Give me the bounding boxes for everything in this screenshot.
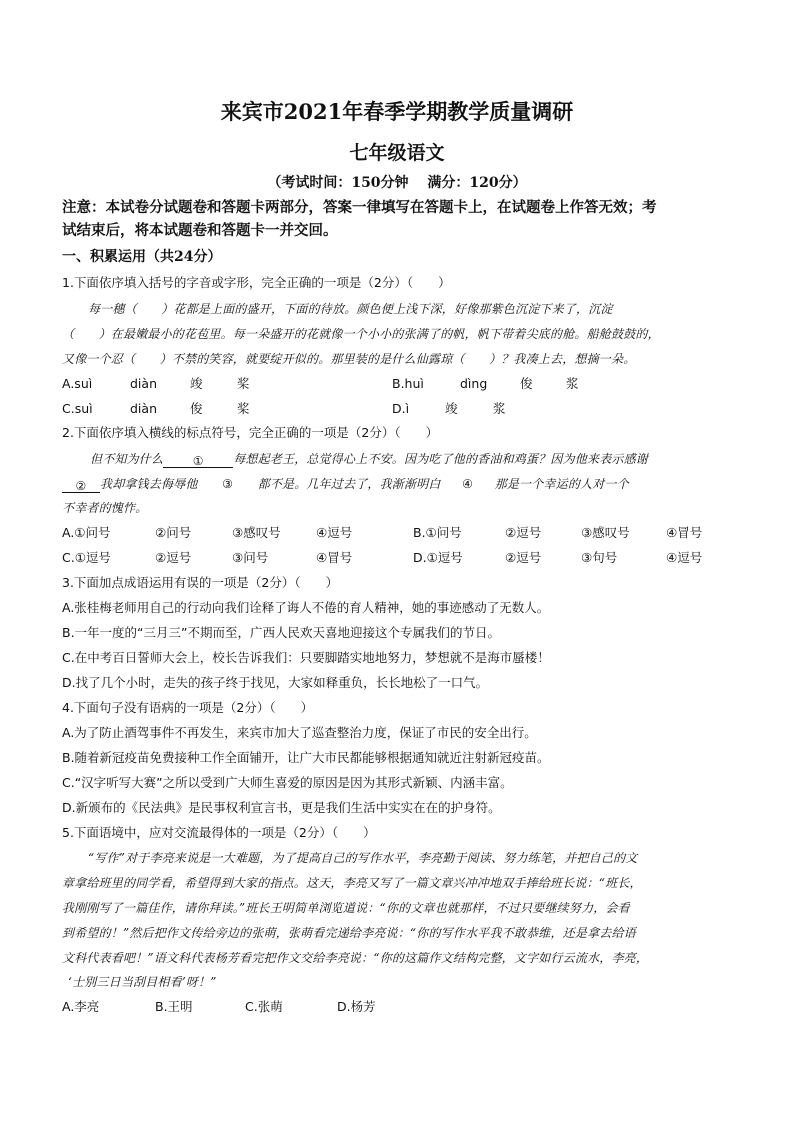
q3-stem: 3.下面加点成语运用有误的一项是（2分）（ ） (62, 575, 339, 590)
q5-passage-line: 我刚刚写了一篇佳作，请你拜读。”班长王明简单浏览道说：“你的文章也就那样，不过只要继续努力，会看 (62, 901, 630, 915)
exam-info: （考试时间：150分钟 满分：120分） (267, 175, 527, 191)
q2-passage-line-1 (90, 450, 648, 468)
q1-option-text: 桨 (237, 376, 250, 391)
q2-passage-text: 我却拿钱去侮辱他 (100, 477, 198, 491)
q1-option-text: 浆 (566, 376, 579, 391)
q2-option-text: ②问号 (155, 525, 192, 540)
q5-option-a: A.李亮 (62, 999, 100, 1014)
q2-option-text: ④逗号 (666, 550, 703, 565)
q5-passage-line: 文科代表看吧！”语文科代表杨芳看完把作文交给李亮说：“你的这篇作文结构完整，文字如行云流水，李亮， (62, 951, 649, 965)
q2-passage-line-3: 不幸者的愧怍。 (62, 501, 148, 515)
q1-option-text: 俊 (190, 401, 203, 416)
q2-passage-text: 每想起老王，总觉得心上不安。因为吃了他的香油和鸡蛋？因为他来表示感谢 (233, 452, 649, 466)
q2-option-text: ④逗号 (316, 525, 353, 540)
q4-option-d: D.新颁布的《民法典》是民事权利宣言书，更是我们生活中实实在在的护身符。 (62, 800, 501, 815)
q2-option-text: ②逗号 (505, 550, 542, 565)
q1-option-text: diàn (130, 401, 157, 416)
q1-stem: 1.下面依序填入括号的字音或字形，完全正确的一项是（2分）（ ） (62, 275, 451, 290)
q4-stem: 4.下面句子没有语病的一项是（2分）（ ） (62, 700, 314, 715)
q3-option-a: A.张桂梅老师用自己的行动向我们诠释了诲人不倦的育人精神，她的事迹感动了无数人。 (62, 600, 550, 615)
q3-option-c: C.在中考百日誓师大会上，校长告诉我们：只要脚踏实地地努力，梦想就不是海市蜃楼！ (62, 650, 550, 665)
q2-option-text: ③问号 (232, 550, 269, 565)
q2-option-text: ②逗号 (155, 550, 192, 565)
q3-option-b: B.一年一度的“三月三”不期而至，广西人民欢天喜地迎接这个专属我们的节日。 (62, 625, 501, 640)
q2-option-text: ③感叹号 (232, 525, 281, 540)
exam-title: 来宾市2021年春季学期教学质量调研 (220, 99, 574, 124)
q1-option-text: 竣 (445, 401, 458, 416)
q1-option-text: 竣 (190, 376, 203, 391)
q2-blank-2: ② (62, 477, 100, 493)
q2-option-text: ③句号 (581, 550, 618, 565)
q1-passage-line: 每一穗（ ）花都是上面的盛开，下面的待放。颜色便上浅下深，好像那紫色沉淀下来了，沉淀 (88, 302, 613, 316)
q2-option-text: ②逗号 (505, 525, 542, 540)
q3-option-d: D.找了几个小时，走失的孩子终于找见，大家如释重负，长长地松了一口气。 (62, 675, 489, 690)
q1-option-text: 俊 (520, 376, 533, 391)
q2-option-text: ④冒号 (316, 550, 353, 565)
exam-subtitle: 七年级语文 (349, 142, 445, 164)
q2-option-text: ③感叹号 (581, 525, 630, 540)
q2-passage-line-2 (62, 475, 629, 493)
q2-option-c: C.①逗号 (62, 550, 111, 565)
q1-option-d: D.ì (392, 401, 410, 416)
q2-passage-text: 都不是。几年过去了，我渐渐明白 (257, 477, 441, 491)
q5-passage-line: ‘士别三日当刮目相看’呀！” (68, 975, 217, 989)
q4-option-b: B.随着新冠疫苗免费接种工作全面铺开，让广大市民都能够根据通知就近注射新冠疫苗。 (62, 750, 550, 765)
q1-option-text: dìng (460, 376, 488, 391)
q1-passage-line: （ ）在最嫩最小的花苞里。每一朵盛开的花就像一个小小的张满了的帆，帆下带着尖底的舱。船舱鼓鼓的， (62, 327, 660, 341)
section-title: 一、积累运用（共24分） (62, 249, 222, 265)
q2-option-text: ④冒号 (666, 525, 703, 540)
q2-option-d: D.①逗号 (413, 550, 463, 565)
q2-passage-text: 但不知为什么 (90, 452, 164, 466)
q2-passage-text: 那是一个幸运的人对一个 (494, 477, 629, 491)
q2-blank-1: ① (163, 452, 233, 468)
notice-line-1: 注意：本试卷分试题卷和答题卡两部分，答案一律填写在答题卡上，在试题卷上作答无效；考 (62, 199, 657, 216)
q5-option-c: C.张萌 (245, 999, 283, 1014)
notice-line-2: 试结束后，将本试题卷和答题卡一并交回。 (62, 222, 338, 239)
q4-option-c: C.“汉字听写大赛”之所以受到广大师生喜爱的原因是因为其形式新颖、内涵丰富。 (62, 775, 513, 790)
q4-option-a: A.为了防止酒驾事件不再发生，来宾市加大了巡查整治力度，保证了市民的安全出行。 (62, 725, 537, 740)
q1-option-text: 桨 (237, 401, 250, 416)
q5-passage-line: “写作”对于李亮来说是一大难题，为了提高自己的写作水平，李亮勤于阅读、努力练笔，并把自己的文 (88, 851, 638, 865)
q2-blank-3: ③ (222, 477, 234, 491)
q2-blank-4: ④ (462, 477, 474, 491)
q1-option-text: 浆 (493, 401, 506, 416)
q1-option-c: C.suì (62, 401, 93, 416)
q2-option-b: B.①问号 (413, 525, 462, 540)
q5-option-d: D.杨芳 (337, 999, 376, 1014)
q5-stem: 5.下面语境中，应对交流最得体的一项是（2分）（ ） (62, 825, 376, 840)
q5-passage-line: 到希望的！”然后把作文传给旁边的张萌，张萌看完递给李亮说：“你的写作水平我不敢恭维，还是拿去给语 (62, 926, 636, 940)
q5-passage-line: 章拿给班里的同学看，希望得到大家的指点。这天，李亮又写了一篇文章兴冲冲地双手捧给班长说：“班长， (62, 876, 642, 890)
q1-option-b: B.huì (392, 376, 424, 391)
q2-stem: 2.下面依序填入横线的标点符号，完全正确的一项是（2分）（ ） (62, 425, 439, 440)
q2-option-a: A.①问号 (62, 525, 111, 540)
q5-option-b: B.王明 (155, 999, 193, 1014)
q1-option-a: A.suì (62, 376, 93, 391)
q1-option-text: diàn (130, 376, 157, 391)
q1-passage-line: 又像一个忍（ ）不禁的笑容，就要绽开似的。那里装的是什么仙露琼（ ）？我凑上去，想摘一朵。 (62, 352, 636, 366)
